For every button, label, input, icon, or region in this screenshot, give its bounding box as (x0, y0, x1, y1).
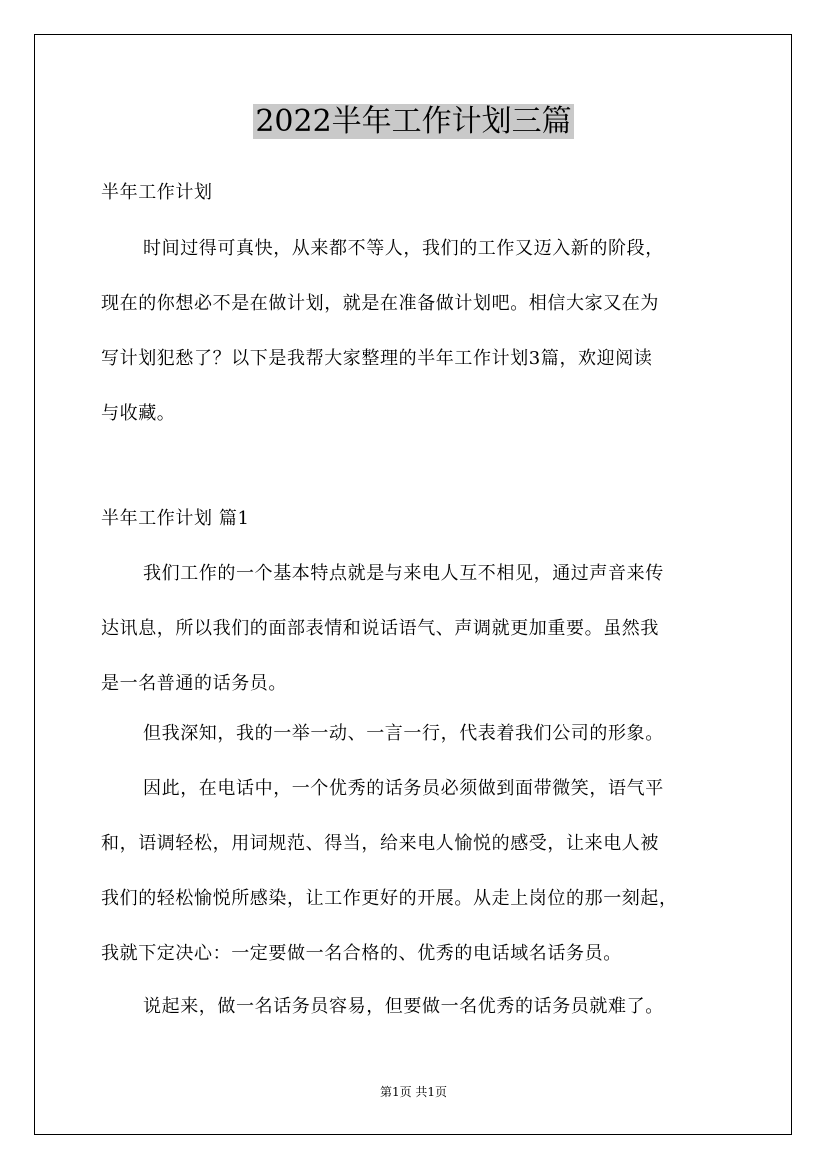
page-footer: 第1页 共1页 (379, 1085, 448, 1099)
paragraph-line: 和，语调轻松，用词规范、得当，给来电人愉悦的感受，让来电人被 (101, 833, 659, 854)
paragraph-line: 我们的轻松愉悦所感染，让工作更好的开展。从走上岗位的那一刻起， (101, 888, 678, 909)
title-text: 2022半年工作计划三篇 (255, 104, 572, 139)
paragraph-line: 说起来，做一名话务员容易，但要做一名优秀的话务员就难了。 (143, 996, 664, 1017)
paragraph-line: 是一名普通的话务员。 (101, 673, 287, 694)
paragraph-line: 我就下定决心：一定要做一名合格的、优秀的电话域名话务员。 (101, 943, 622, 964)
paragraph-line: 与收藏。 (101, 403, 176, 424)
paragraph-line: 达讯息，所以我们的面部表情和说话语气、声调就更加重要。虽然我 (101, 618, 659, 639)
paragraph-line: 但我深知，我的一举一动、一言一行，代表着我们公司的形象。 (143, 723, 664, 744)
paragraph-line: 写计划犯愁了？以下是我帮大家整理的半年工作计划3篇，欢迎阅读 (101, 348, 653, 369)
paragraph-line: 因此，在电话中，一个优秀的话务员必须做到面带微笑，语气平 (143, 778, 664, 799)
paragraph-line: 现在的你想必不是在做计划，就是在准备做计划吧。相信大家又在为 (101, 293, 659, 314)
section-heading: 半年工作计划 篇1 (101, 508, 250, 529)
section-heading: 半年工作计划 (101, 182, 213, 203)
paragraph-line: 时间过得可真快，从来都不等人，我们的工作又迈入新的阶段， (143, 238, 664, 259)
paragraph-line: 我们工作的一个基本特点就是与来电人互不相见，通过声音来传 (143, 563, 664, 584)
document-title (0, 102, 827, 142)
